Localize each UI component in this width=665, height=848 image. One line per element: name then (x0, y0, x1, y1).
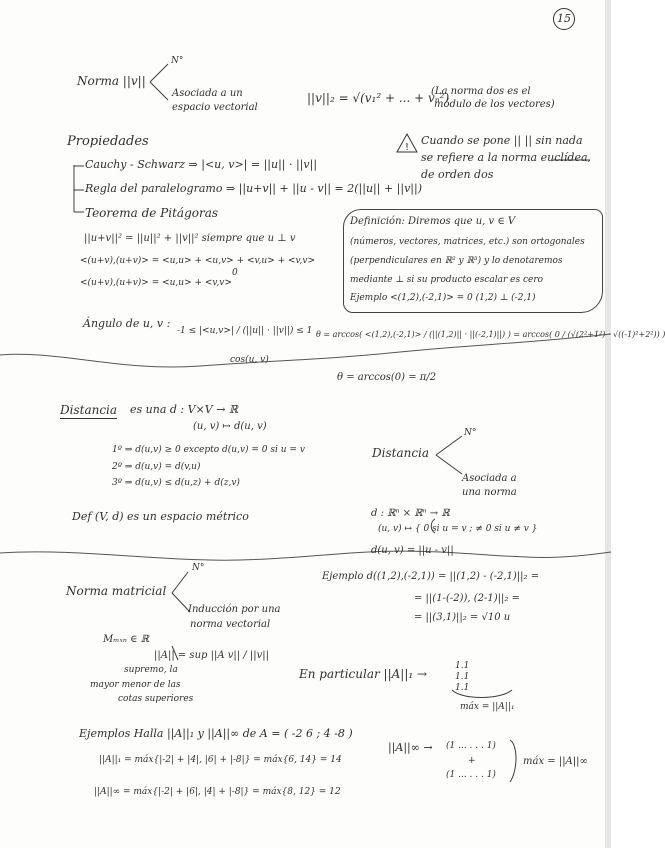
distancia-n-mark: N° (464, 428, 477, 438)
aviso-l1: Cuando se pone || || sin nada (421, 134, 583, 147)
distancia-tree-label: Distancia (372, 446, 430, 460)
matricial-particular: En particular ||A||₁ → (299, 667, 428, 681)
matricial-sup-note-3: cotas superiores (118, 694, 194, 704)
matricial-inf-row-3: (1 ... . . . 1) (446, 770, 496, 780)
prop-pit-zero: 0 (232, 268, 238, 278)
distancia-r1: d : ℝⁿ × ℝⁿ → ℝ (371, 508, 450, 519)
angulo-l1: Ángulo de u, v : (83, 317, 171, 330)
angulo-theta-1: θ = arccos( <(1,2),(-2,1)> / (||(1,2)|| · ||(-2,1)||) ) = arccos( 0 / (√(2²+1²) · √((-1)²+2²)) ) (316, 330, 665, 339)
matricial-sup-note-2: mayor menor de las (90, 680, 181, 690)
matricial-col-1: 1.1 (455, 661, 470, 671)
prop-pit-l1: <(u+v),(u+v)> = <u,u> + <u,v> + <v,u> + <v,v> (80, 256, 316, 266)
matricial-col-3: 1.1 (455, 683, 470, 693)
distancia-title: Distancia (60, 403, 118, 417)
distancia-ej-3: = ||(3,1)||₂ = √10 u (414, 612, 511, 623)
matricial-sup-note-1: supremo, la (124, 665, 178, 675)
matricial-max: máx = ||A||₁ (460, 702, 515, 712)
page-number: 15 (553, 8, 575, 30)
norma-espacio: espacio vectorial (172, 102, 258, 113)
aviso-l2: se refiere a la norma euclídea, (421, 151, 592, 164)
prop-pit-l2: <(u+v),(u+v)> = <u,u> + <v,v> (80, 278, 232, 288)
definicion-l4: mediante ⊥ si su producto escalar es cero (350, 275, 544, 285)
norma-nota-1: (La norma dos es el (431, 86, 531, 97)
definicion-l3: (perpendiculares en ℝ² y ℝ³) y lo denotaremos (350, 256, 563, 266)
matricial-ainf: ||A||∞ = máx{|-2| + |6|, |4| + |-8|} = máx{8, 12} = 12 (94, 787, 341, 797)
distancia-ej-1: Ejemplo d((1,2),(-2,1)) = ||(1,2) - (-2,1)||₂ = (322, 571, 540, 582)
norma-label: Norma ||v|| (77, 74, 146, 88)
angulo-theta-2: θ = arccos(0) = π/2 (337, 372, 437, 383)
norma-asociada: Asociada a un (172, 88, 243, 99)
matricial-ind-2: norma vectorial (190, 619, 271, 630)
definicion-l5: Ejemplo <(1,2),(-2,1)> = 0 (1,2) ⊥ (-2,1) (350, 293, 536, 303)
matricial-inf-row-1: (1 ... . . . 1) (446, 741, 496, 751)
distancia-ej-2: = ||(1-(-2)), (2-1)||₂ = (414, 593, 520, 604)
svg-text:!: ! (404, 142, 410, 153)
aviso-l3: de orden dos (421, 168, 494, 181)
distancia-asociada-2: una norma (462, 487, 517, 498)
matricial-a1: ||A||₁ = máx{|-2| + |4|, |6| + |-8|} = máx{6, 14} = 14 (99, 755, 342, 765)
norma-nota-2: módulo de los vectores) (434, 99, 555, 110)
definicion-l2: (números, vectores, matrices, etc.) son ortogonales (350, 237, 585, 247)
matricial-ind-1: Inducción por una (188, 604, 281, 615)
matricial-title: Norma matricial (66, 584, 167, 598)
matricial-inf-label: ||A||∞ → (388, 741, 433, 754)
matricial-ejemplo: Ejemplos Halla ||A||₁ y ||A||∞ de A = ( -2 6 ; 4 -8 ) (79, 727, 353, 740)
norma-formula: ||v||₂ = √(v₁² + ... + vₙ²) (307, 91, 450, 105)
distancia-p2: 2º ⇒ d(u,v) = d(v,u) (112, 462, 201, 472)
matricial-n-mark: N° (192, 563, 205, 573)
matricial-sup: ||A|| = sup ||A v|| / ||v|| (154, 650, 269, 661)
distancia-map: (u, v) ↦ d(u, v) (193, 421, 267, 432)
angulo-cos: cos(u, v) (230, 355, 269, 365)
matricial-inf-max: máx = ||A||∞ (523, 756, 588, 767)
distancia-def-espacio: Def (V, d) es un espacio métrico (72, 510, 249, 523)
matricial-mmn: Mₘₓₙ ∈ ℝ (103, 634, 150, 645)
distancia-def: es una d : V×V → ℝ (130, 403, 239, 416)
distancia-asociada-1: Asociada a (462, 473, 517, 484)
prop-pit-formula: ||u+v||² = ||u||² + ||v||² siempre que u ⊥ v (84, 233, 296, 244)
matricial-col-2: 1.1 (455, 672, 470, 682)
prop-paralelogramo: Regla del paralelogramo ⇒ ||u+v|| + ||u - v|| = 2(||u|| + ||v||) (85, 182, 423, 195)
angulo-ineq: -1 ≤ |<u,v>| / (||u|| · ||v||) ≤ 1 (177, 326, 313, 336)
warning-icon (396, 133, 418, 153)
matricial-inf-row-2: + (468, 756, 476, 766)
definicion-l1: Definición: Diremos que u, v ∈ V (350, 216, 516, 227)
prop-pitagoras: Teorema de Pitágoras (85, 206, 219, 220)
distancia-r2: (u, v) ↦ { 0 si u = v ; ≠ 0 si u ≠ v } (378, 524, 538, 534)
distancia-p1: 1º ⇒ d(u,v) ≥ 0 excepto d(u,v) = 0 si u = v (112, 445, 305, 455)
propiedades-title: Propiedades (67, 134, 149, 149)
distancia-r3: d(u, v) = ||u - v|| (371, 545, 454, 556)
distancia-p3: 3º ⇒ d(u,v) ≤ d(u,z) + d(z,v) (112, 478, 240, 488)
norma-n-mark: N° (171, 56, 184, 66)
prop-cauchy: Cauchy - Schwarz ⇒ |<u, v>| = ||u|| · ||v|| (85, 158, 318, 171)
